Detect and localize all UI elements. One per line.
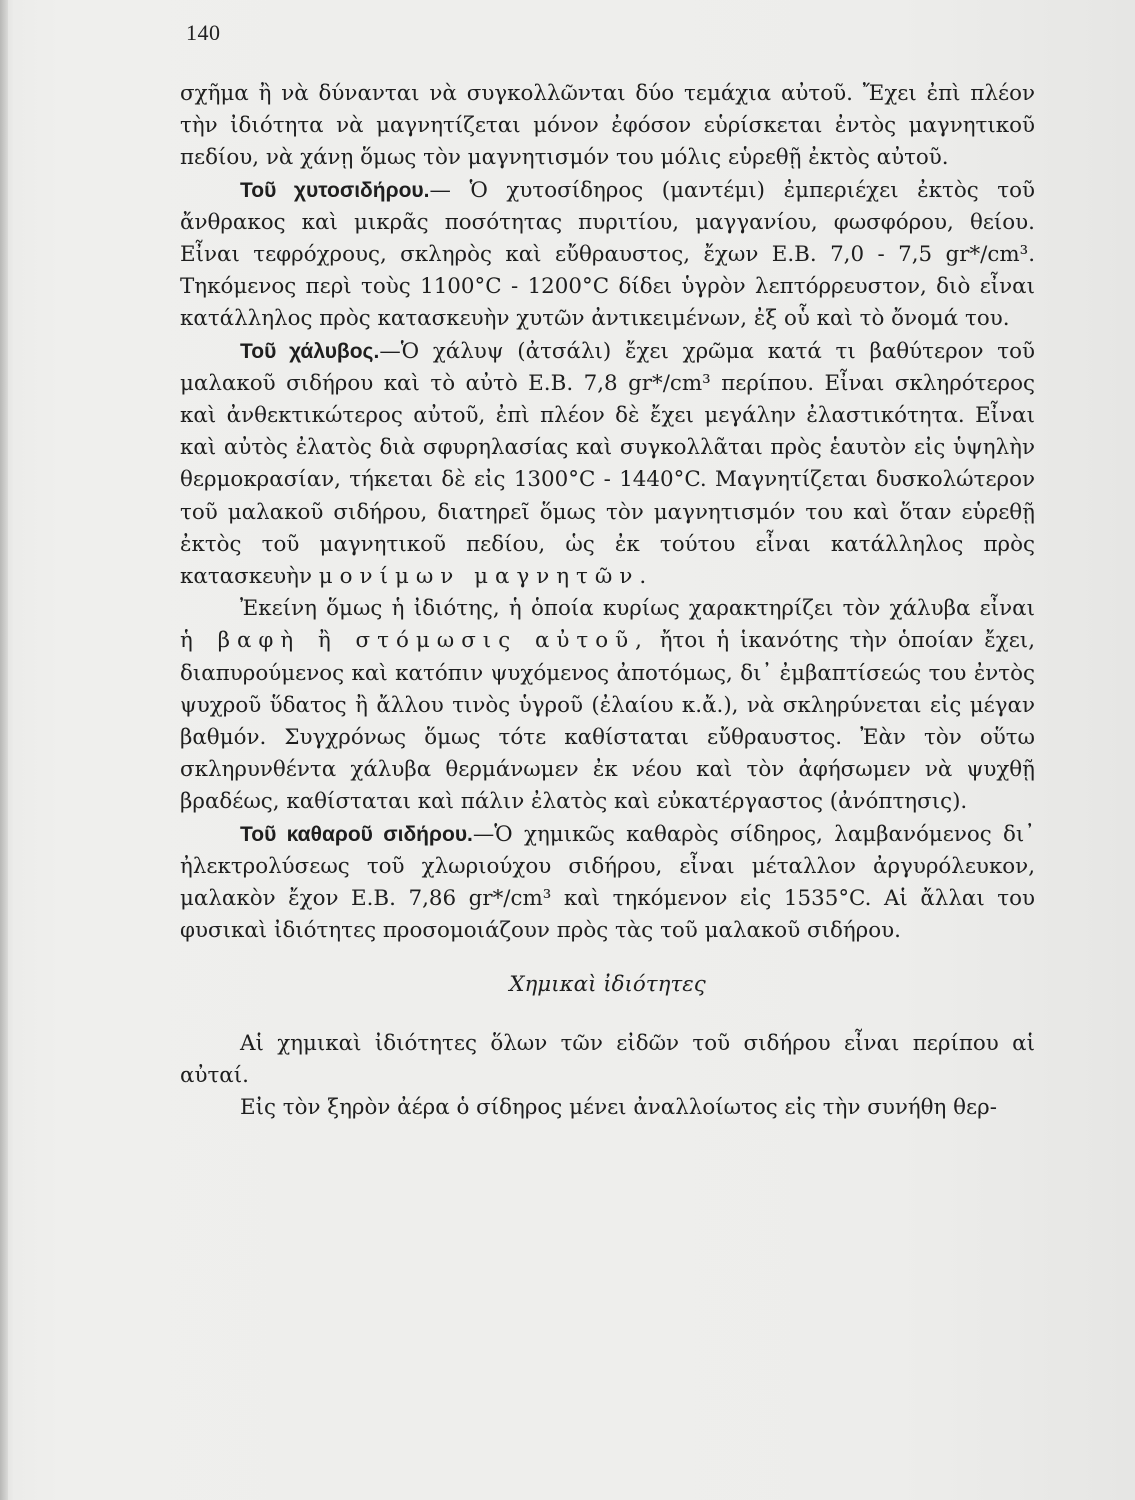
run-in-heading-pure-iron: Τοῦ καθαροῦ σιδήρου.	[240, 822, 473, 846]
paragraph-hardening-intro: Ἐκείνη ὅμως ἡ ἰδιότης, ἡ ὁποία κυρίως χαρακτηρίζει τὸν χάλυβα εἶναι	[240, 596, 1035, 622]
paragraph-pure-iron-body: —Ὁ χημικῶς καθαρὸς σίδηρος, λαμβανόμενος δι᾽ ἠλεκτρολύσεως τοῦ χλωριούχου σιδήρου, εἶναι μέταλλον ἀργυρόλευκον, μαλακὸν ἔχον Ε.Β. 7,86 gr*/cm³ καὶ τηκόμενον εἰς 1535°C. Αἱ ἄλλαι του φυσικαὶ ἰδιότητες προσομοιάζουν πρὸς τὰς τοῦ μαλακοῦ σιδήρου.	[180, 821, 1035, 944]
page-binding-edge	[0, 0, 8, 1500]
paragraph-cast-iron-body: — Ὁ χυτοσίδηρος (μαντέμι) ἐμπεριέχει ἐκτὸς τοῦ ἄνθρακος καὶ μικρᾶς ποσότητας πυριτίου, μαγγανίου, φωσφόρου, θείου. Εἶναι τεφρόχρους, σκληρὸς καὶ εὔθραυστος, ἔχων Ε.Β. 7,0 - 7,5 gr*/cm³. Τηκόμενος περὶ τοὺς 1100°C - 1200°C δίδει ὑγρὸν λεπτόρρευστον, διὸ εἶναι κατάλληλος πρὸς κατασκευὴν χυτῶν ἀντικειμένων, ἐξ οὗ καὶ τὸ ὄνομά του.	[180, 177, 1035, 332]
spaced-emphasis-hardening: ἡ βαφὴ ἢ στόμωσις αὐτοῦ,	[180, 628, 649, 654]
paragraph-steel	[180, 336, 1035, 594]
page-number: 140	[186, 20, 221, 45]
body-text	[180, 78, 1035, 1124]
paragraph-cast-iron	[180, 175, 1035, 336]
paragraph-steel-body: —Ὁ χάλυψ (ἀτσάλι) ἔχει χρῶμα κατά τι βαθύτερον τοῦ μαλακοῦ σιδήρου καὶ τὸ αὐτὸ Ε.Β. 7,8 gr*/cm³ περίπου. Εἶναι σκληρότερος καὶ ἀνθεκτικώτερος αὐτοῦ, ἐπὶ πλέον δὲ ἔχει μεγάλην ἐλαστικότητα. Εἶναι καὶ αὐτὸς ἐλατὸς διὰ σφυρηλασίας καὶ συγκολλᾶται πρὸς ἑαυτὸν εἰς ὑψηλὴν θερμοκρασίαν, τήκεται δὲ εἰς 1300°C - 1440°C. Μαγνητίζεται δυσκολώτερον τοῦ μαλακοῦ σιδήρου, διατηρεῖ ὅμως τὸν μαγνητισμόν του καὶ ὅταν εὑρεθῇ ἐκτὸς τοῦ μαγνητικοῦ πεδίου, ὡς ἐκ τούτου εἶναι κατάλληλος πρὸς κατασκευὴν	[180, 338, 1035, 590]
section-title-chemical-properties: Χημικαὶ ἰδιότητες	[509, 972, 706, 998]
paragraph-chemical-intro: Αἱ χημικαὶ ἰδιότητες ὅλων τῶν εἰδῶν τοῦ σιδήρου εἶναι περίπου αἱ αὐταί.	[180, 1030, 1035, 1088]
paragraph-continuation: σχῆμα ἢ νὰ δύνανται νὰ συγκολλῶνται δύο τεμάχια αὐτοῦ. Ἔχει ἐπὶ πλέον τὴν ἰδιότητα νὰ μαγνητίζεται μόνον ἐφόσον εὑρίσκεται ἐντὸς μαγνητικοῦ πεδίου, νὰ χάνῃ ὅμως τὸν μαγνητισμόν του μόλις εὑρεθῇ ἐκτὸς αὐτοῦ.	[180, 81, 1035, 171]
paragraph-hardening	[180, 593, 1035, 818]
run-in-heading-steel: Τοῦ χάλυβος.	[240, 339, 380, 363]
paragraph-pure-iron	[180, 819, 1035, 948]
paragraph-hardening-body: ἤτοι ἡ ἱκανότης τὴν ὁποίαν ἔχει, διαπυρούμενος καὶ κατόπιν ψυχόμενος ἀποτόμως, δι᾽ ἐμβαπτίσεώς του ἐντὸς ψυχροῦ ὕδατος ἢ ἄλλου τινὸς ὑγροῦ (ἐλαίου κ.ἄ.), νὰ σκληρύνεται εἰς μέγαν βαθμόν. Συγχρόνως ὅμως τότε καθίσταται εὔθραυστος. Ἐὰν τὸν οὕτω σκληρυνθέντα χάλυβα θερμάνωμεν ἐκ νέου καὶ τὸν ἀφήσωμεν νὰ ψυχθῇ βραδέως, καθίσταται καὶ πάλιν ἐλατὸς καὶ εὐκατέργαστος (ἀνόπτησις).	[180, 628, 1035, 815]
paragraph-dry-air: Εἰς τὸν ξηρὸν ἀέρα ὁ σίδηρος μένει ἀναλλοίωτος εἰς τὴν συνήθη θερ-	[240, 1095, 997, 1121]
run-in-heading-cast-iron: Τοῦ χυτοσιδήρου.	[240, 178, 430, 202]
spaced-emphasis-permanent-magnets: μονίμων μαγνητῶν.	[318, 564, 654, 590]
